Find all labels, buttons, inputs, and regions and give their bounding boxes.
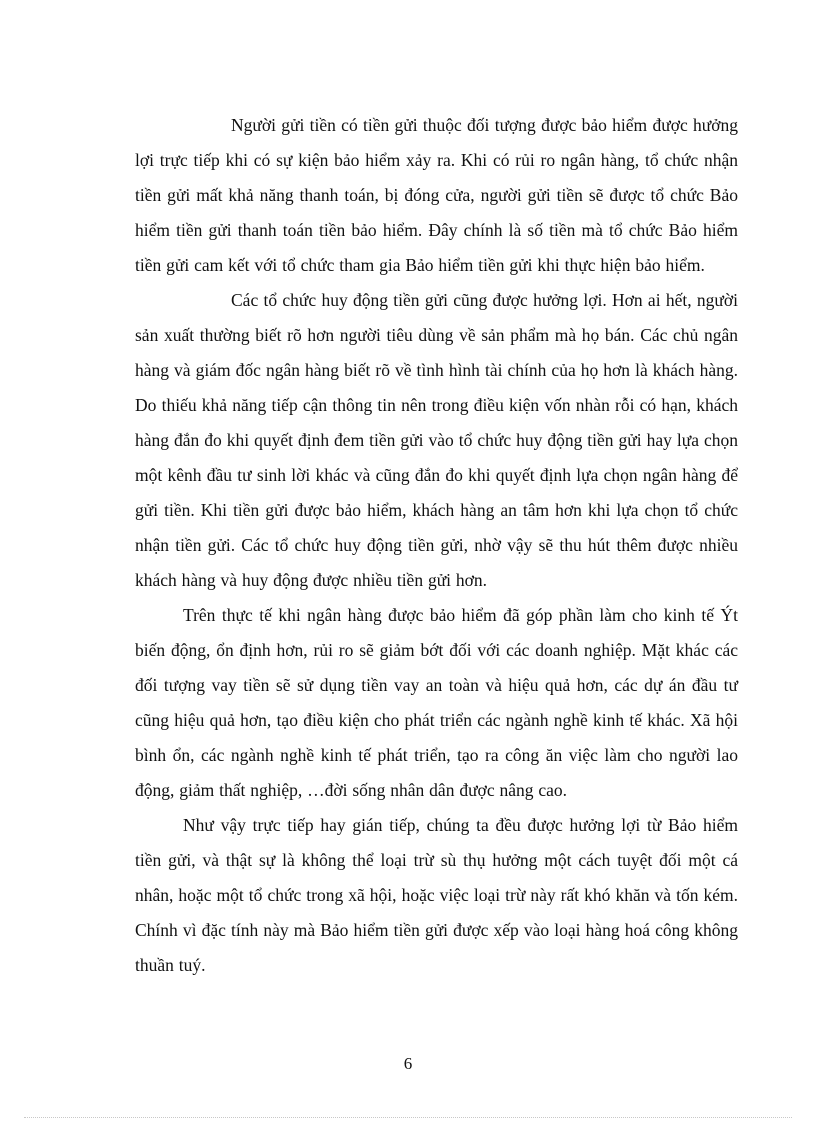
paragraph-2: Các tổ chức huy động tiền gửi cũng được hưởng lợi. Hơn ai hết, người sản xuất thường biết rõ hơn người tiêu dùng về sản phẩm mà họ bán. Các chủ ngân hàng và giám đốc ngân hàng biết rõ về tình hình tài chính của họ hơn là khách hàng. Do thiếu khả năng tiếp cận thông tin nên trong điều kiện vốn nhàn rỗi có hạn, khách hàng đắn đo khi quyết định đem tiền gửi vào tổ chức huy động tiền gửi hay lựa chọn một kênh đầu tư sinh lời khác và cũng đắn đo khi quyết định lựa chọn ngân hàng để gửi tiền. Khi tiền gửi được bảo hiểm, khách hàng an tâm hơn khi lựa chọn tổ chức nhận tiền gửi. Các tổ chức huy động tiền gửi, nhờ vậy sẽ thu hút thêm được nhiều khách hàng và huy động được nhiều tiền gửi hơn.	[135, 290, 738, 590]
document-body	[135, 108, 738, 983]
paragraph-3: Trên thực tế khi ngân hàng được bảo hiểm đã góp phần làm cho kinh tế Ýt biến động, ổn định hơn, rủi ro sẽ giảm bớt đối với các doanh nghiệp. Mặt khác các đối tượng vay tiền sẽ sử dụng tiền vay an toàn và hiệu quả hơn, các dự án đầu tư cũng hiệu quả hơn, tạo điều kiện cho phát triển các ngành nghề kinh tế khác. Xã hội bình ổn, các ngành nghề kinh tế phát triển, tạo ra công ăn việc làm cho người lao động, giảm thất nghiệp, …đời sống nhân dân được nâng cao.	[135, 605, 738, 800]
page-bottom-border	[24, 1117, 792, 1118]
paragraph-4: Như vậy trực tiếp hay gián tiếp, chúng ta đều được hưởng lợi từ Bảo hiểm tiền gửi, và thật sự là không thể loại trừ sù thụ hưởng một cách tuyệt đối một cá nhân, hoặc một tổ chức trong xã hội, hoặc việc loại trừ này rất khó khăn và tốn kém. Chính vì đặc tính này mà Bảo hiểm tiền gửi được xếp vào loại hàng hoá công không thuần tuý.	[135, 815, 738, 975]
paragraph-1: Người gửi tiền có tiền gửi thuộc đối tượng được bảo hiểm được hưởng lợi trực tiếp khi có sự kiện bảo hiểm xảy ra. Khi có rủi ro ngân hàng, tổ chức nhận tiền gửi mất khả năng thanh toán, bị đóng cửa, người gửi tiền sẽ được tổ chức Bảo hiểm tiền gửi thanh toán tiền bảo hiểm. Đây chính là số tiền mà tổ chức Bảo hiểm tiền gửi cam kết với tổ chức tham gia Bảo hiểm tiền gửi khi thực hiện bảo hiểm.	[135, 115, 738, 275]
page-number: 6	[403, 1054, 413, 1073]
